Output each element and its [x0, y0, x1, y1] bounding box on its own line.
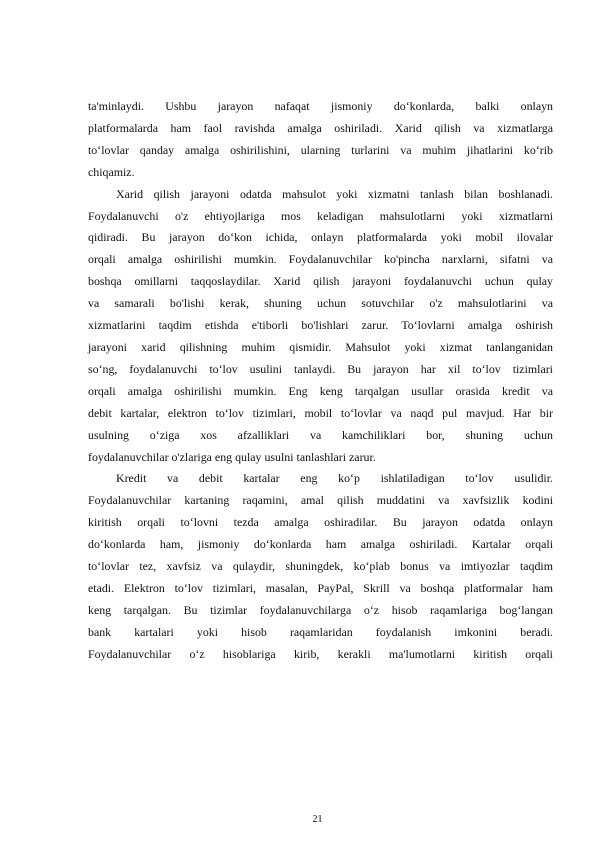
text-line: etadi. Elektron to‘lov tizimlari, masalan, PayPal, Skrill va boshqa platformalar ham: [88, 580, 553, 595]
text-line: to‘lovlar qanday amalga oshirilishini, ularning turlarini va muhim jihatlarini ko‘rib: [88, 142, 553, 157]
text-line: xizmatlarini taqdim etishda e'tiborli bo'lishlari zarur. To‘lovlarni amalga oshirish: [88, 318, 553, 333]
text-line: keng tarqalgan. Bu tizimlar foydalanuvchilarga o‘z hisob raqamlariga bog‘langan: [88, 602, 553, 617]
text-line: Kredit va debit kartalar eng ko‘p ishlatiladigan to‘lov usulidir.: [116, 471, 553, 486]
paragraph-3: [88, 468, 553, 665]
text-line: kiritish orqali to‘lovni tezda amalga oshiradilar. Bu jarayon odatda onlayn: [88, 515, 553, 530]
text-line: debit kartalar, elektron to‘lov tizimlari, mobil to‘lovlar va naqd pul mavjud. Har bir: [88, 405, 553, 420]
text-line: platformalarda ham faol ravishda amalga oshiriladi. Xarid qilish va xizmatlarga: [88, 120, 553, 135]
paragraph-1: [88, 96, 553, 184]
text-line: chiqamiz.: [88, 164, 135, 179]
text-line: qidiradi. Bu jarayon do‘kon ichida, onlayn platformalarda yoki mobil ilovalar: [88, 230, 553, 245]
text-line: ta'minlaydi. Ushbu jarayon nafaqat jismoniy do‘konlarda, balki onlayn: [88, 99, 553, 113]
text-line: jarayoni xarid qilishning muhim qismidir. Mahsulot yoki xizmat tanlanganidan: [88, 339, 553, 354]
text-line: Foydalanuvchi o'z ehtiyojlariga mos keladigan mahsulotlarni yoki xizmatlarni: [88, 208, 553, 223]
text-line: boshqa omillarni taqqoslaydilar. Xarid qilish jarayoni foydalanuvchi uchun qulay: [88, 274, 553, 289]
paragraph-2: [88, 184, 553, 469]
text-line: so‘ng, foydalanuvchi to‘lov usulini tanlaydi. Bu jarayon har xil to‘lov tizimlari: [88, 361, 553, 376]
page-number: 21: [312, 814, 323, 825]
text-line: va samarali bo'lishi kerak, shuning uchun sotuvchilar o'z mahsulotlarini va: [88, 296, 553, 311]
text-line: Xarid qilish jarayoni odatda mahsulot yoki xizmatni tanlash bilan boshlanadi.: [116, 186, 553, 201]
text-line: bank kartalari yoki hisob raqamlaridan foydalanish imkonini beradi.: [88, 624, 553, 639]
text-line: usulning o‘ziga xos afzalliklari va kamchiliklari bor, shuning uchun: [88, 427, 553, 442]
text-line: to‘lovlar tez, xavfsiz va qulaydir, shuningdek, ko‘plab bonus va imtiyozlar taqdim: [88, 559, 553, 574]
text-line: orqali amalga oshirilishi mumkin. Eng keng tarqalgan usullar orasida kredit va: [88, 383, 553, 398]
text-line: Foydalanuvchilar kartaning raqamini, amal qilish muddatini va xavfsizlik kodini: [88, 493, 553, 508]
text-line: Foydalanuvchilar o‘z hisoblariga kirib, kerakli ma'lumotlarni kiritish orqali: [88, 646, 553, 661]
document-body: [88, 96, 553, 666]
text-line: foydalanuvchilar o'zlariga eng qulay usulni tanlashlari zarur.: [88, 449, 376, 464]
text-line: orqali amalga oshirilishi mumkin. Foydalanuvchilar ko'pincha narxlarni, sifatni va: [88, 252, 553, 267]
text-line: do‘konlarda ham, jismoniy do‘konlarda ham amalga oshiriladi. Kartalar orqali: [88, 537, 553, 552]
